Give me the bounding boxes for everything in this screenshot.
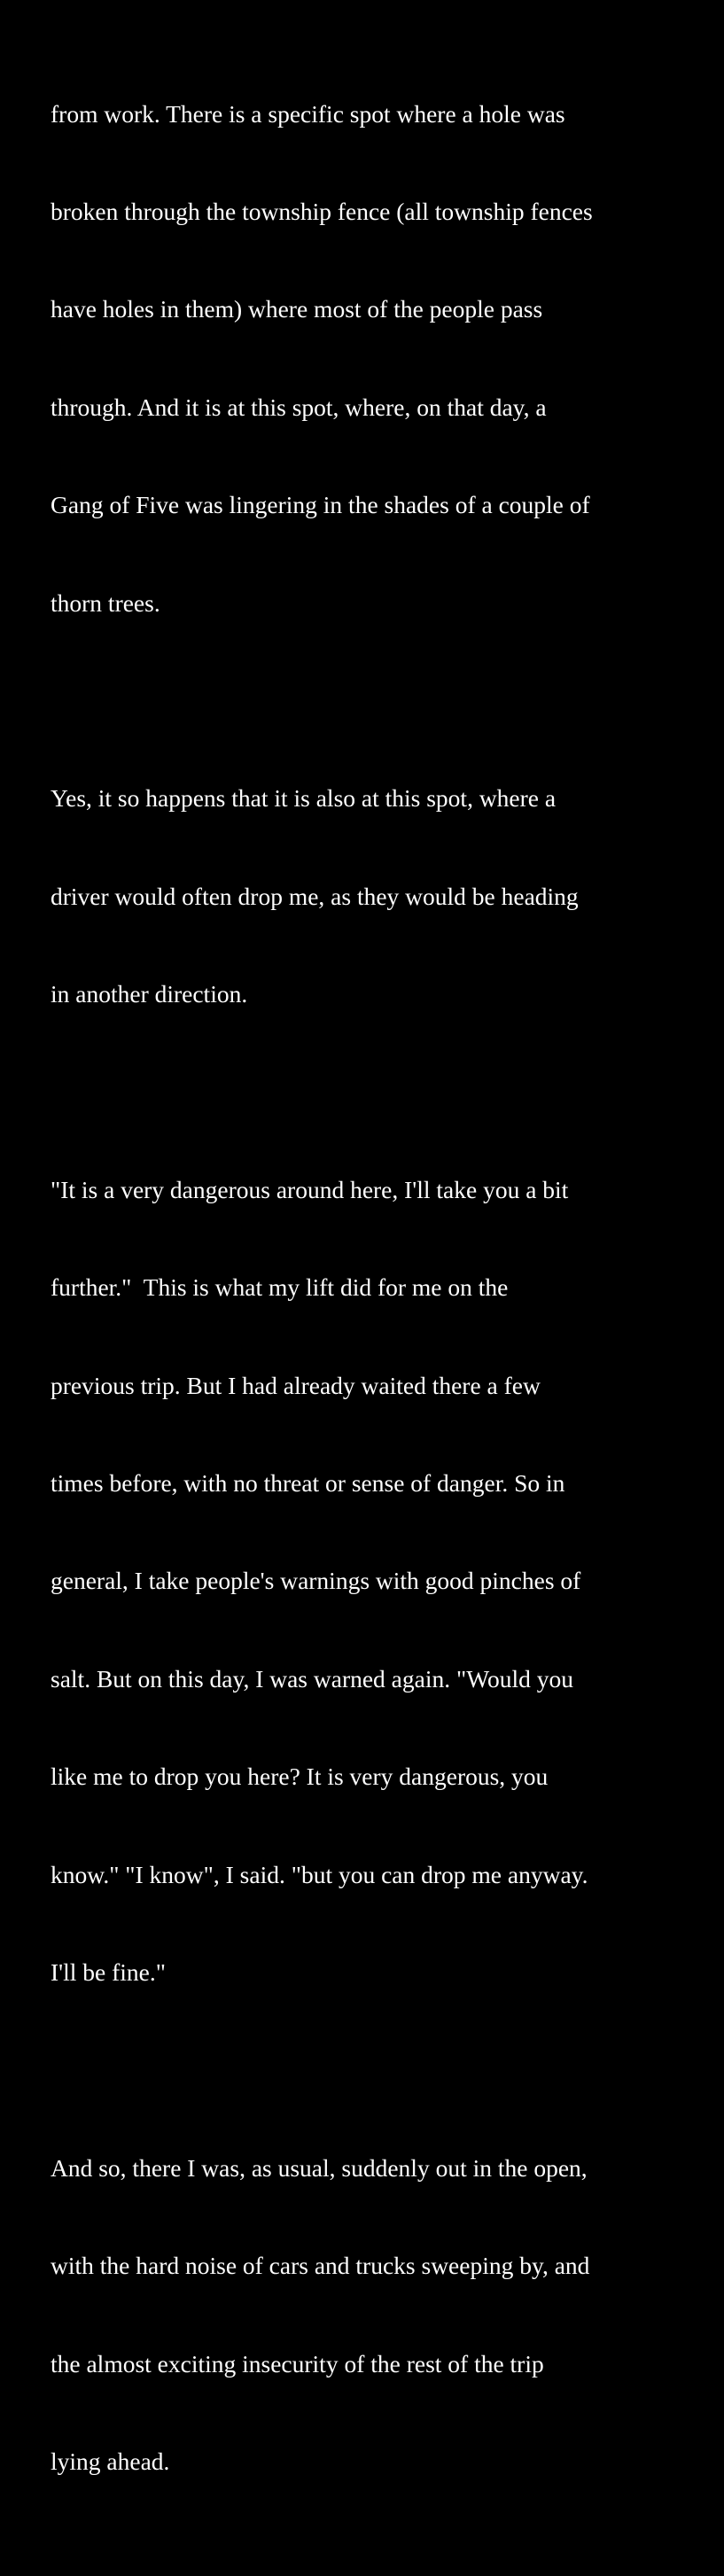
text-line: times before, with no threat or sense of danger. So in bbox=[51, 1469, 565, 1498]
paragraph-3 bbox=[51, 1109, 706, 2054]
text-line: Yes, it so happens that it is also at this spot, where a bbox=[51, 784, 557, 813]
text-line: "It is a very dangerous around here, I'll take you a bit bbox=[51, 1175, 569, 1203]
text-line: broken through the township fence (all township fences bbox=[51, 197, 593, 225]
text-line: I'll be fine." bbox=[51, 1958, 166, 1987]
text-line: thorn trees. bbox=[51, 588, 160, 617]
text-line: previous trip. But I had already waited there a few bbox=[51, 1371, 541, 1399]
document-body bbox=[51, 33, 706, 2576]
paragraph-4 bbox=[51, 2087, 706, 2543]
text-line: with the hard noise of cars and trucks sweeping by, and bbox=[51, 2252, 590, 2280]
text-line: through. And it is at this spot, where, on that day, a bbox=[51, 393, 547, 421]
text-line: Gang of Five was lingering in the shades of a couple of bbox=[51, 491, 590, 519]
text-line: like me to drop you here? It is very dangerous, you bbox=[51, 1763, 549, 1791]
text-line: lying ahead. bbox=[51, 2447, 170, 2475]
text-line: in another direction. bbox=[51, 980, 248, 1008]
text-line: And so, there I was, as usual, suddenly out in the open, bbox=[51, 2153, 588, 2182]
text-line: the almost exciting insecurity of the rest of the trip bbox=[51, 2349, 544, 2378]
text-line: general, I take people's warnings with good pinches of bbox=[51, 1567, 581, 1595]
text-line: from work. There is a specific spot where a hole was bbox=[51, 99, 565, 128]
text-line: further." This is what my lift did for me on the bbox=[51, 1273, 509, 1302]
text-line: driver would often drop me, as they would be heading bbox=[51, 882, 579, 910]
text-line: have holes in them) where most of the people pass bbox=[51, 295, 543, 323]
text-line: know." "I know", I said. "but you can drop me anyway. bbox=[51, 1860, 588, 1888]
paragraph-2 bbox=[51, 718, 706, 1077]
text-line: salt. But on this day, I was warned again. "Would you bbox=[51, 1664, 573, 1693]
paragraph-1 bbox=[51, 33, 706, 685]
